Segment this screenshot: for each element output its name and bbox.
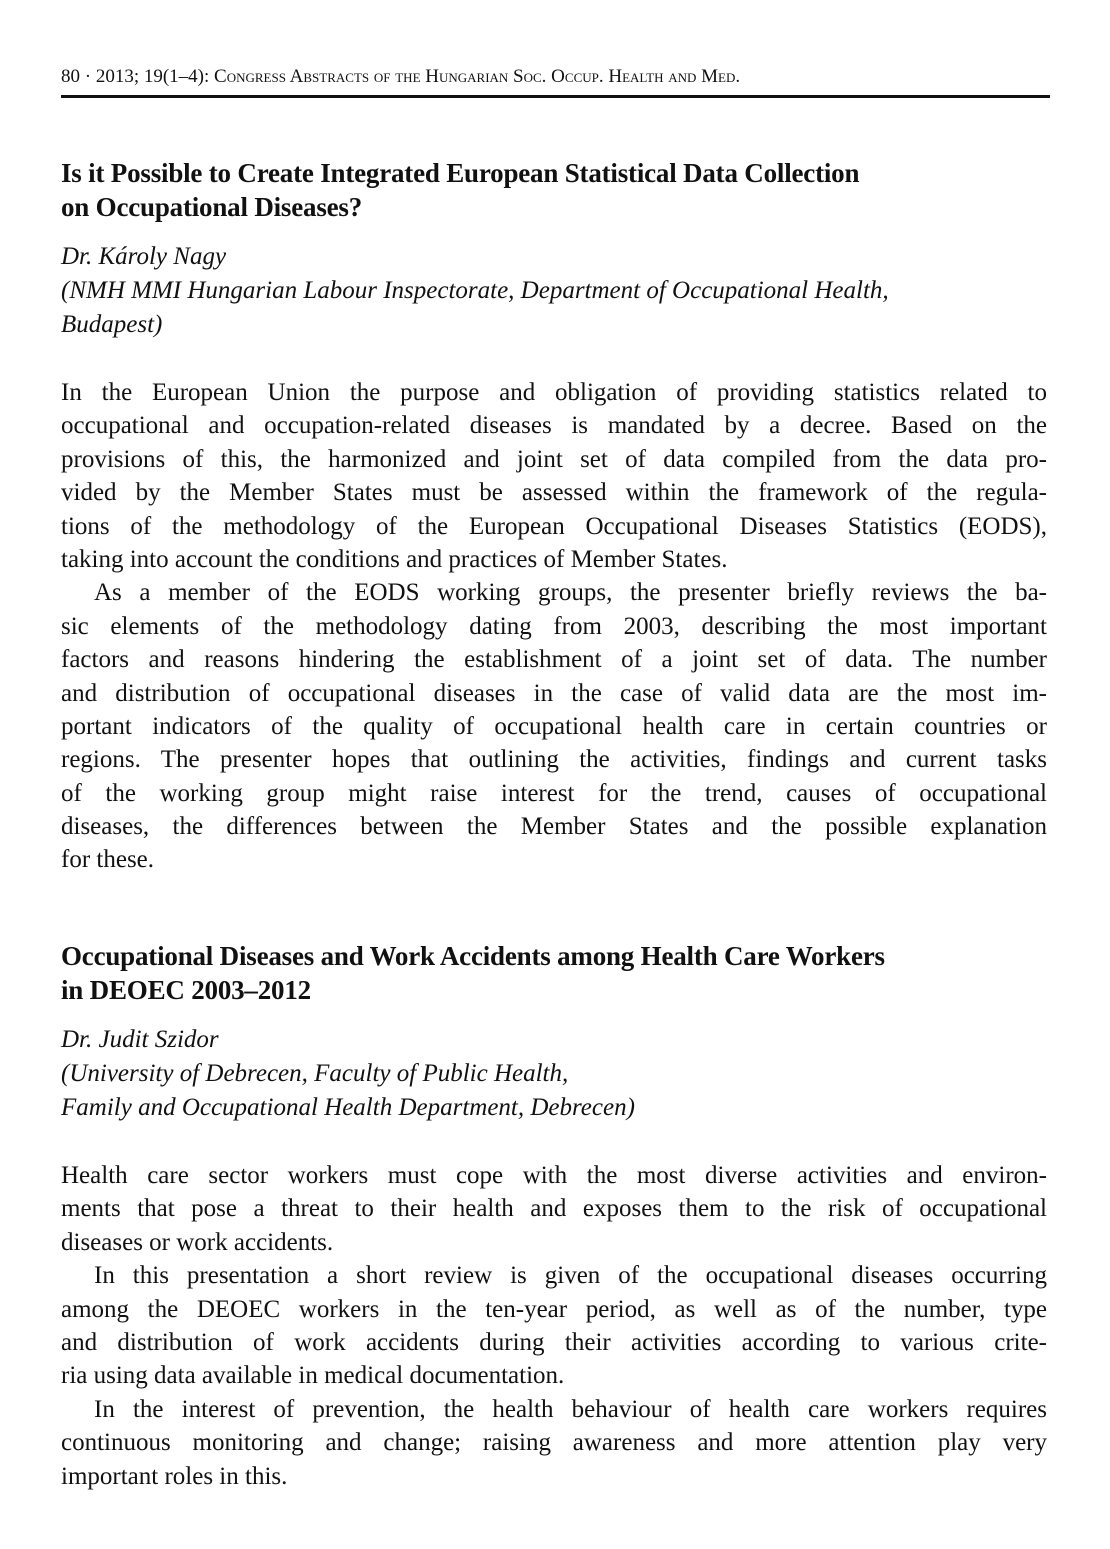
text-line: In the European Union the purpose and obligation of providing statistics related to	[61, 379, 1047, 406]
header-separator: ·	[84, 66, 92, 87]
running-header	[61, 66, 1050, 88]
paragraph	[61, 376, 1047, 576]
text-line: among the DEOEC workers in the ten-year period, as well as of the number, type	[61, 1295, 1047, 1323]
text-line: of the working group might raise interest for the trend, causes of occupational	[61, 779, 1047, 807]
text-line: factors and reasons hindering the establishment of a joint set of data. The number	[61, 646, 1047, 674]
text-line: regions. The presenter hopes that outlining the activities, findings and current tasks	[61, 746, 1047, 774]
text-line: tions of the methodology of the European Occupational Diseases Statistics (EODS),	[61, 512, 1047, 540]
text-line: sic elements of the methodology dating from 2003, describing the most important	[61, 612, 1047, 640]
author-name: Dr. Károly Nagy	[61, 243, 227, 270]
paragraph	[61, 1159, 1047, 1259]
text-line: diseases or work accidents.	[61, 1228, 334, 1256]
text-line: continuous monitoring and change; raising awareness and more attention play very	[61, 1429, 1047, 1457]
affiliation	[61, 274, 1047, 342]
abstract-2	[61, 939, 1047, 1493]
text-line: In this presentation a short review is given of the occupational diseases occurring	[94, 1262, 1047, 1290]
abstract-1	[61, 156, 1047, 877]
text-line: occupational and occupation-related diseases is mandated by a decree. Based on the	[61, 412, 1047, 440]
abstract-title	[61, 156, 1047, 224]
title-line: Is it Possible to Create Integrated European Statistical Data Collection	[61, 158, 860, 188]
paragraph	[61, 1393, 1047, 1493]
text-line: diseases, the differences between the Member States and the possible explanation	[61, 813, 1047, 841]
text-line: ments that pose a threat to their health and exposes them to the risk of occupational	[61, 1195, 1047, 1223]
abstract-body	[61, 376, 1047, 877]
text-line: As a member of the EODS working groups, the presenter briefly reviews the ba-	[94, 579, 1047, 607]
text-line: In the interest of prevention, the health behaviour of health care workers requires	[94, 1395, 1047, 1423]
affiliation-line: Family and Occupational Health Department, Debrecen)	[61, 1094, 635, 1121]
text-line: ria using data available in medical documentation.	[61, 1362, 565, 1390]
title-line: Occupational Diseases and Work Accidents among Health Care Workers	[61, 941, 885, 971]
header-rule	[61, 95, 1050, 98]
text-line: and distribution of occupational diseases in the case of valid data are the most im-	[61, 679, 1047, 707]
affiliation-line: Budapest)	[61, 311, 163, 338]
title-line: on Occupational Diseases?	[61, 192, 363, 222]
title-line: in DEOEC 2003–2012	[61, 975, 311, 1005]
author-name: Dr. Judit Szidor	[61, 1026, 219, 1053]
text-line: vided by the Member States must be assessed within the framework of the regula-	[61, 479, 1047, 507]
text-line: provisions of this, the harmonized and joint set of data compiled from the data pro-	[61, 445, 1047, 473]
text-line: portant indicators of the quality of occupational health care in certain countries or	[61, 712, 1047, 740]
journal-title: Congress Abstracts of the Hungarian Soc. Occup. Health and Med.	[214, 66, 741, 87]
paragraph	[61, 576, 1047, 877]
abstract-title	[61, 939, 1047, 1007]
abstract-body	[61, 1159, 1047, 1493]
text-line: important roles in this.	[61, 1462, 288, 1490]
affiliation-line: (University of Debrecen, Faculty of Public Health,	[61, 1060, 569, 1087]
text-line: for these.	[61, 846, 155, 874]
paragraph	[61, 1259, 1047, 1393]
citation: 2013; 19(1–4):	[95, 66, 210, 87]
affiliation	[61, 1057, 1047, 1125]
affiliation-line: (NMH MMI Hungarian Labour Inspectorate, Department of Occupational Health,	[61, 277, 889, 304]
text-line: taking into account the conditions and practices of Member States.	[61, 545, 728, 573]
page-number: 80	[61, 66, 80, 87]
text-line: Health care sector workers must cope with the most diverse activities and environ-	[61, 1162, 1047, 1189]
text-line: and distribution of work accidents during their activities according to various crite-	[61, 1328, 1047, 1356]
